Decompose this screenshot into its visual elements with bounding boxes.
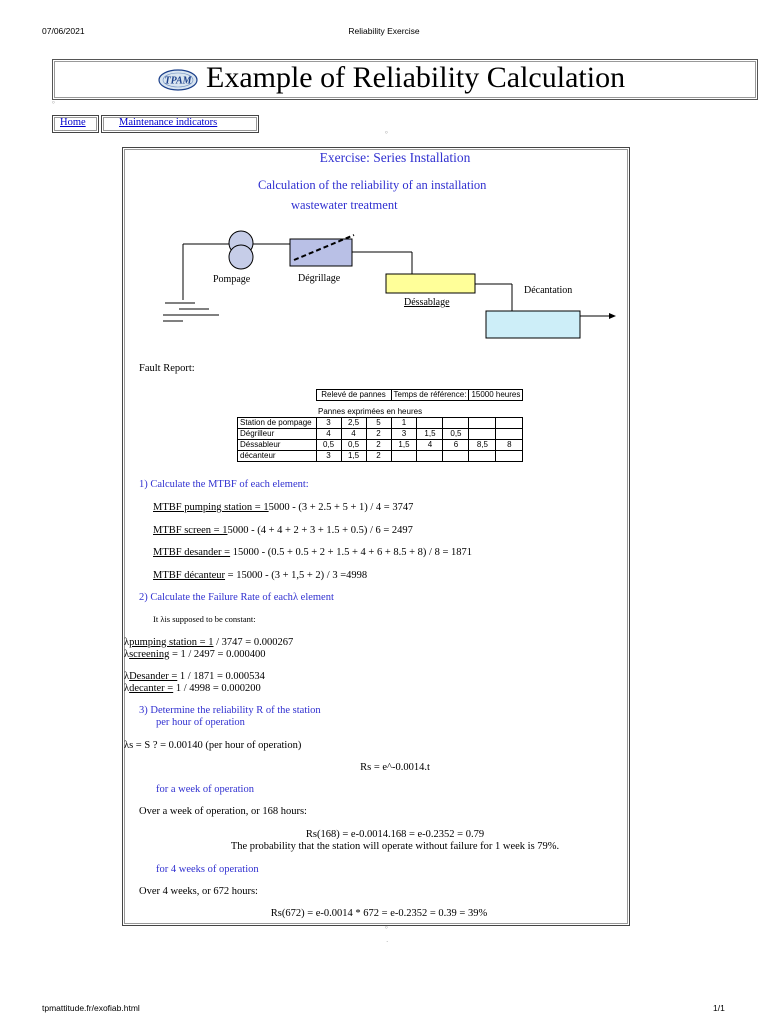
q1-title: 1) Calculate the MTBF of each element: xyxy=(139,479,309,490)
company-logo xyxy=(158,69,198,91)
table-row: Déssableur 0,5 0,5 2 1,5 4 6 8,5 8 xyxy=(238,440,523,451)
bullet-dot: · xyxy=(386,938,389,946)
footer-page-number: 1/1 xyxy=(713,1003,725,1013)
label-pompage: Pompage xyxy=(213,274,251,285)
weeks4-label: for 4 weeks of operation xyxy=(156,864,259,875)
row-name: Dégrilleur xyxy=(238,429,317,440)
rs168-formula: Rs(168) = e-0.0014.168 = e-0.2352 = 0.79 xyxy=(305,829,485,840)
exercise-subtitle-2: wastewater treatment xyxy=(291,198,398,212)
sand-trap-tank xyxy=(386,274,475,293)
rs672-formula: Rs(672) = e-0.0014 * 672 = e-0.2352 = 0.39 = 39% xyxy=(270,908,488,919)
week-text: Over a week of operation, or 168 hours: xyxy=(139,806,307,817)
mtbf-screen-line: MTBF screen = 15000 - (4 + 4 + 2 + 3 + 1.5 + 0.5) / 6 = 2497 xyxy=(153,525,413,536)
row-name: décanteur xyxy=(238,451,317,462)
label-degrillage: Dégrillage xyxy=(298,273,341,284)
week-label: for a week of operation xyxy=(156,784,254,795)
bullet-dot: ° xyxy=(52,100,55,108)
table-row xyxy=(238,407,523,418)
label-decantation: Décantation xyxy=(524,285,573,296)
fault-report-label: Fault Report: xyxy=(139,363,195,374)
nav-maintenance-cell xyxy=(101,115,259,133)
constant-note: It λis supposed to be constant: xyxy=(153,614,256,624)
row-name: Station de pompage xyxy=(238,418,317,429)
print-page-title: Reliability Exercise xyxy=(348,26,420,36)
footer-url: tpmattitude.fr/exofiab.html xyxy=(42,1003,140,1013)
probability-text: The probability that the station will operate without failure for 1 week is 79%. xyxy=(230,841,560,852)
lambda-screening-line: λscreening = 1 / 2497 = 0.000400 xyxy=(124,649,266,660)
settling-tank xyxy=(486,311,580,338)
svg-text:TPAM: TPAM xyxy=(164,75,192,87)
expr-cell: Pannes exprimées en heures xyxy=(316,407,469,418)
label-dessablage: Déssablage xyxy=(404,297,450,308)
heures-cell: 15000 heures xyxy=(469,390,523,401)
nav-home-cell xyxy=(52,115,99,133)
print-date: 07/06/2021 xyxy=(42,26,85,36)
bullet-dot: ° xyxy=(385,130,388,138)
table-row: décanteur 3 1,5 2 xyxy=(238,451,523,462)
table-row: Station de pompage 3 2,5 5 1 xyxy=(238,418,523,429)
exercise-heading: Exercise: Series Installation xyxy=(319,150,471,165)
q3-title: 3) Determine the reliability R of the station xyxy=(139,705,321,716)
lambda-decanter-line: λdecanter = 1 / 4998 = 0.000200 xyxy=(124,683,261,694)
rs-formula: Rs = e^-0.0014.t xyxy=(360,762,430,773)
releve-cell: Relevé de pannes xyxy=(316,390,391,401)
screen-tank xyxy=(290,239,352,266)
lambda-desander-line: λDesander = 1 / 1871 = 0.000534 xyxy=(124,671,265,682)
process-diagram xyxy=(122,220,630,345)
bullet-dot: ° xyxy=(385,925,388,933)
table-row: Dégrilleur 4 4 2 3 1,5 0,5 xyxy=(238,429,523,440)
exercise-subtitle-1: Calculation of the reliability of an installation xyxy=(258,178,487,192)
lambda-s-line: λs = S ? = 0.00140 (per hour of operation) xyxy=(124,740,302,751)
home-link[interactable]: Home xyxy=(60,117,86,128)
q2-title: 2) Calculate the Failure Rate of eachλ element xyxy=(139,592,334,603)
maintenance-indicators-link[interactable]: Maintenance indicators xyxy=(119,117,218,128)
page-title: Example of Reliability Calculation xyxy=(206,61,626,94)
lambda-pumping-line: λpumping station = 1 / 3747 = 0.000267 xyxy=(124,637,294,648)
fault-report-table xyxy=(237,389,523,462)
weeks4-text: Over 4 weeks, or 672 hours: xyxy=(139,886,258,897)
mtbf-pumping-line: MTBF pumping station = 15000 - (3 + 2.5 + 5 + 1) / 4 = 3747 xyxy=(153,502,414,513)
temps-ref-cell: Temps de référence: xyxy=(391,390,469,401)
q3-per-hour: per hour of operation xyxy=(156,717,245,728)
mtbf-desander-line: MTBF desander = 15000 - (0.5 + 0.5 + 2 + 1.5 + 4 + 6 + 8.5 + 8) / 8 = 1871 xyxy=(153,547,472,558)
mtbf-decanteur-line: MTBF décanteur = 15000 - (3 + 1,5 + 2) / 3 =4998 xyxy=(153,570,368,581)
row-name: Déssableur xyxy=(238,440,317,451)
table-row xyxy=(238,390,523,401)
